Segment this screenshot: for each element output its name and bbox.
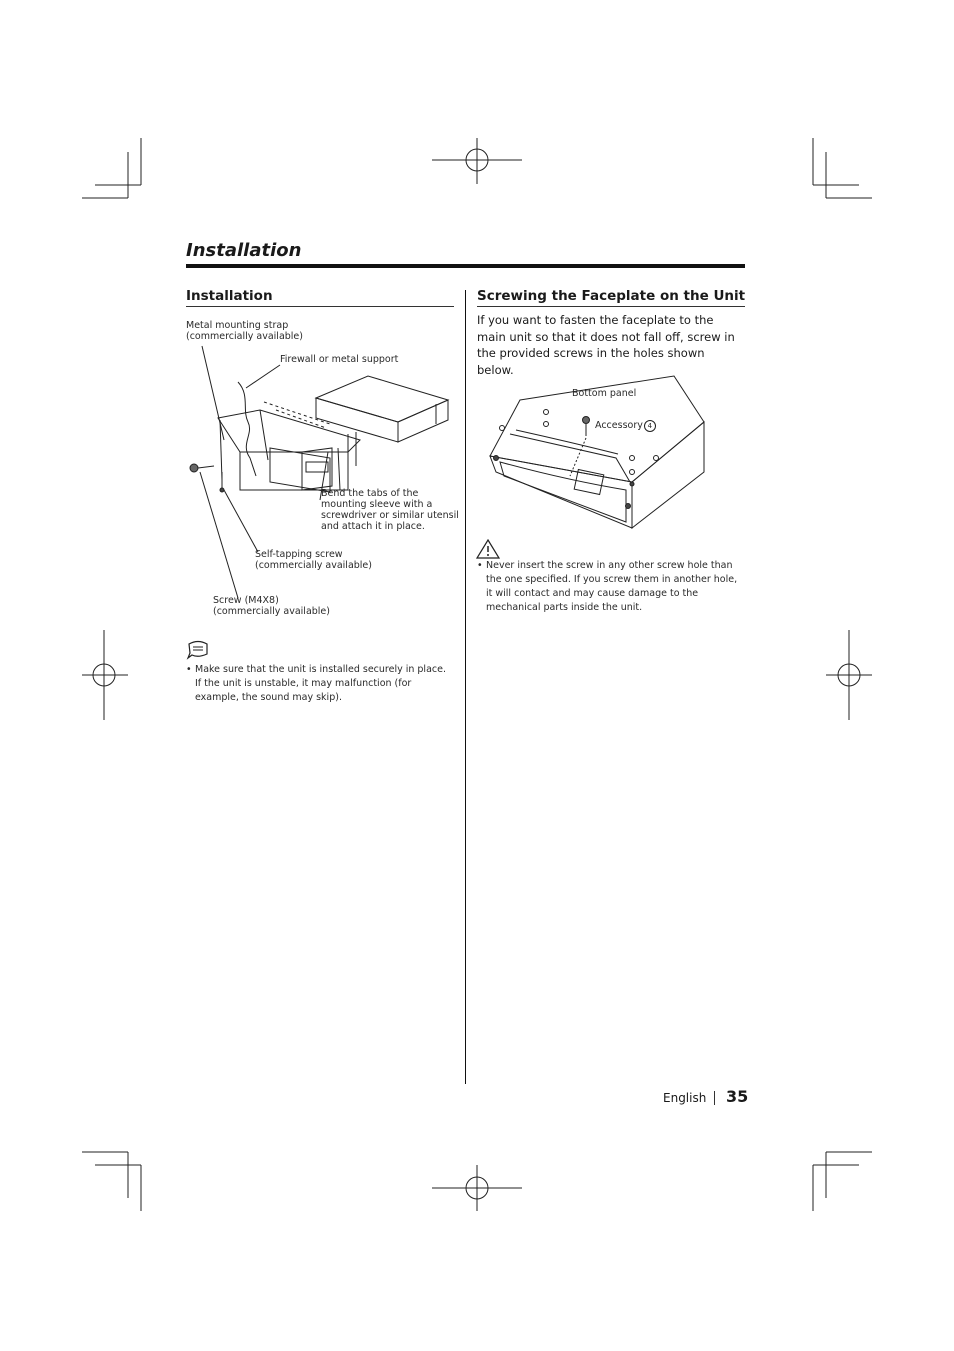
page-title: Installation [186,240,302,261]
note-text: Make sure that the unit is installed securely in place. If the unit is unstable, it may malfunction (for example, the sound may skip). [195,664,446,703]
faceplate-illustration [486,372,710,532]
note-item [186,663,454,705]
column-divider [465,290,466,1084]
installation-illustration [180,340,460,610]
section-rule-right [477,306,745,307]
label-accessory-text: Accessory [595,420,643,431]
label-self-tapping-screw: Self-tapping screw (commercially available) [255,549,372,571]
label-bend-tabs: Bend the tabs of the mounting sleeve with a screwdriver or similar utensil and attach it in place. [321,488,459,532]
page-number: 35 [726,1087,749,1106]
note-bullet: • [186,664,192,675]
warning-text: Never insert the screw in any other screw hole than the one specified. If you screw them in another hole, it will contact and may cause damage to the mechanical parts inside the unit. [486,560,738,613]
title-rule [186,264,745,268]
label-screw-m4x8: Screw (M4X8) (commercially available) [213,595,330,617]
section-heading-faceplate: Screwing the Faceplate on the Unit [477,288,746,304]
note-icon [186,640,210,660]
warning-bullet: • [477,560,483,571]
accessory-number: 4 [644,420,656,432]
section-rule-left [186,306,454,307]
footer-language: English [663,1091,707,1105]
warning-item [477,559,743,615]
section-heading-installation: Installation [186,288,273,304]
label-firewall: Firewall or metal support [280,354,399,365]
warning-icon [476,539,500,559]
footer-separator [714,1091,715,1105]
faceplate-intro: If you want to fasten the faceplate to the main unit so that it does not fall off, screw in the provided screws in the holes shown below. [477,313,735,377]
label-bottom-panel: Bottom panel [572,388,637,399]
label-metal-strap: Metal mounting strap (commercially available) [186,320,303,342]
